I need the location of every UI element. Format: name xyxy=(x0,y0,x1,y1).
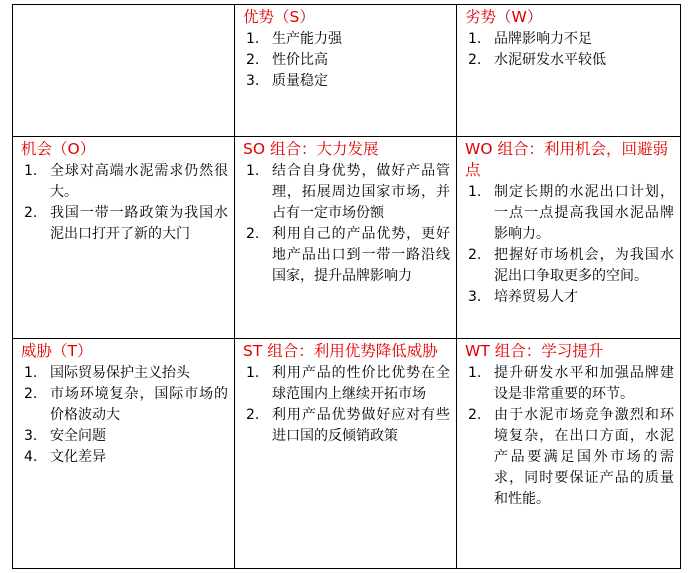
weaknesses-list xyxy=(465,29,674,71)
empty-corner-cell xyxy=(13,5,235,137)
list-item: 1. 全球对高端水泥需求仍然很大。 xyxy=(24,163,228,200)
wt-title: WT 组合：学习提升 xyxy=(465,342,604,360)
list-item: 2. 把握好市场机会，为我国水泥出口争取更多的空间。 xyxy=(468,247,674,284)
strengths-list xyxy=(243,29,450,92)
weaknesses-cell xyxy=(457,5,681,137)
list-item: 1. 国际贸易保护主义抬头 xyxy=(24,365,190,381)
table-row xyxy=(13,5,681,137)
threats-cell xyxy=(13,339,235,569)
list-item: 3. 培养贸易人才 xyxy=(468,289,578,305)
list-item: 2. 市场环境复杂，国际市场的价格波动大 xyxy=(24,386,228,423)
list-item: 1. 品牌影响力不足 xyxy=(468,31,592,47)
threats-title: 威胁（T） xyxy=(21,342,93,360)
list-item: 2. 我国一带一路政策为我国水泥出口打开了新的大门 xyxy=(24,205,228,242)
wo-list xyxy=(465,182,674,308)
wo-title: WO 组合：利用机会，回避弱点 xyxy=(465,140,668,179)
list-item: 2. 性价比高 xyxy=(246,52,328,68)
wt-list xyxy=(465,363,674,510)
opportunities-title: 机会（O） xyxy=(21,140,96,158)
list-item: 2. 水泥研发水平较低 xyxy=(468,52,606,68)
opportunities-list xyxy=(21,161,228,245)
swot-table xyxy=(12,4,681,569)
st-cell xyxy=(235,339,457,569)
list-item: 2. 利用自己的产品优势，更好地产品出口到一带一路沿线国家，提升品牌影响力 xyxy=(246,226,450,284)
table-row xyxy=(13,137,681,339)
weaknesses-title: 劣势（W） xyxy=(465,8,543,26)
wt-cell xyxy=(457,339,681,569)
list-item: 2. 利用产品优势做好应对有些进口国的反倾销政策 xyxy=(246,407,450,444)
list-item: 3. 质量稳定 xyxy=(246,73,328,89)
table-row xyxy=(13,339,681,569)
list-item: 4. 文化差异 xyxy=(24,449,106,465)
threats-list xyxy=(21,363,228,468)
list-item: 1. 提升研发水平和加强品牌建设是非常重要的环节。 xyxy=(468,365,674,402)
so-cell xyxy=(235,137,457,339)
list-item: 2. 由于水泥市场竞争激烈和环境复杂，在出口方面，水泥产品要满足国外市场的需求，同时要保证产品的质量和性能。 xyxy=(468,407,674,507)
wo-cell xyxy=(457,137,681,339)
list-item: 3. 安全问题 xyxy=(24,428,106,444)
st-title: ST 组合：利用优势降低威胁 xyxy=(243,342,438,360)
list-item: 1. 制定长期的水泥出口计划，一点一点提高我国水泥品牌影响力。 xyxy=(468,184,674,242)
list-item: 1. 结合自身优势，做好产品管理，拓展周边国家市场，并占有一定市场份额 xyxy=(246,163,450,221)
so-title: SO 组合：大力发展 xyxy=(243,140,379,158)
list-item: 1. 生产能力强 xyxy=(246,31,342,47)
st-list xyxy=(243,363,450,447)
so-list xyxy=(243,161,450,287)
list-item: 1. 利用产品的性价比优势在全球范围内上继续开拓市场 xyxy=(246,365,450,402)
strengths-title: 优势（S） xyxy=(243,8,315,26)
strengths-cell xyxy=(235,5,457,137)
opportunities-cell xyxy=(13,137,235,339)
